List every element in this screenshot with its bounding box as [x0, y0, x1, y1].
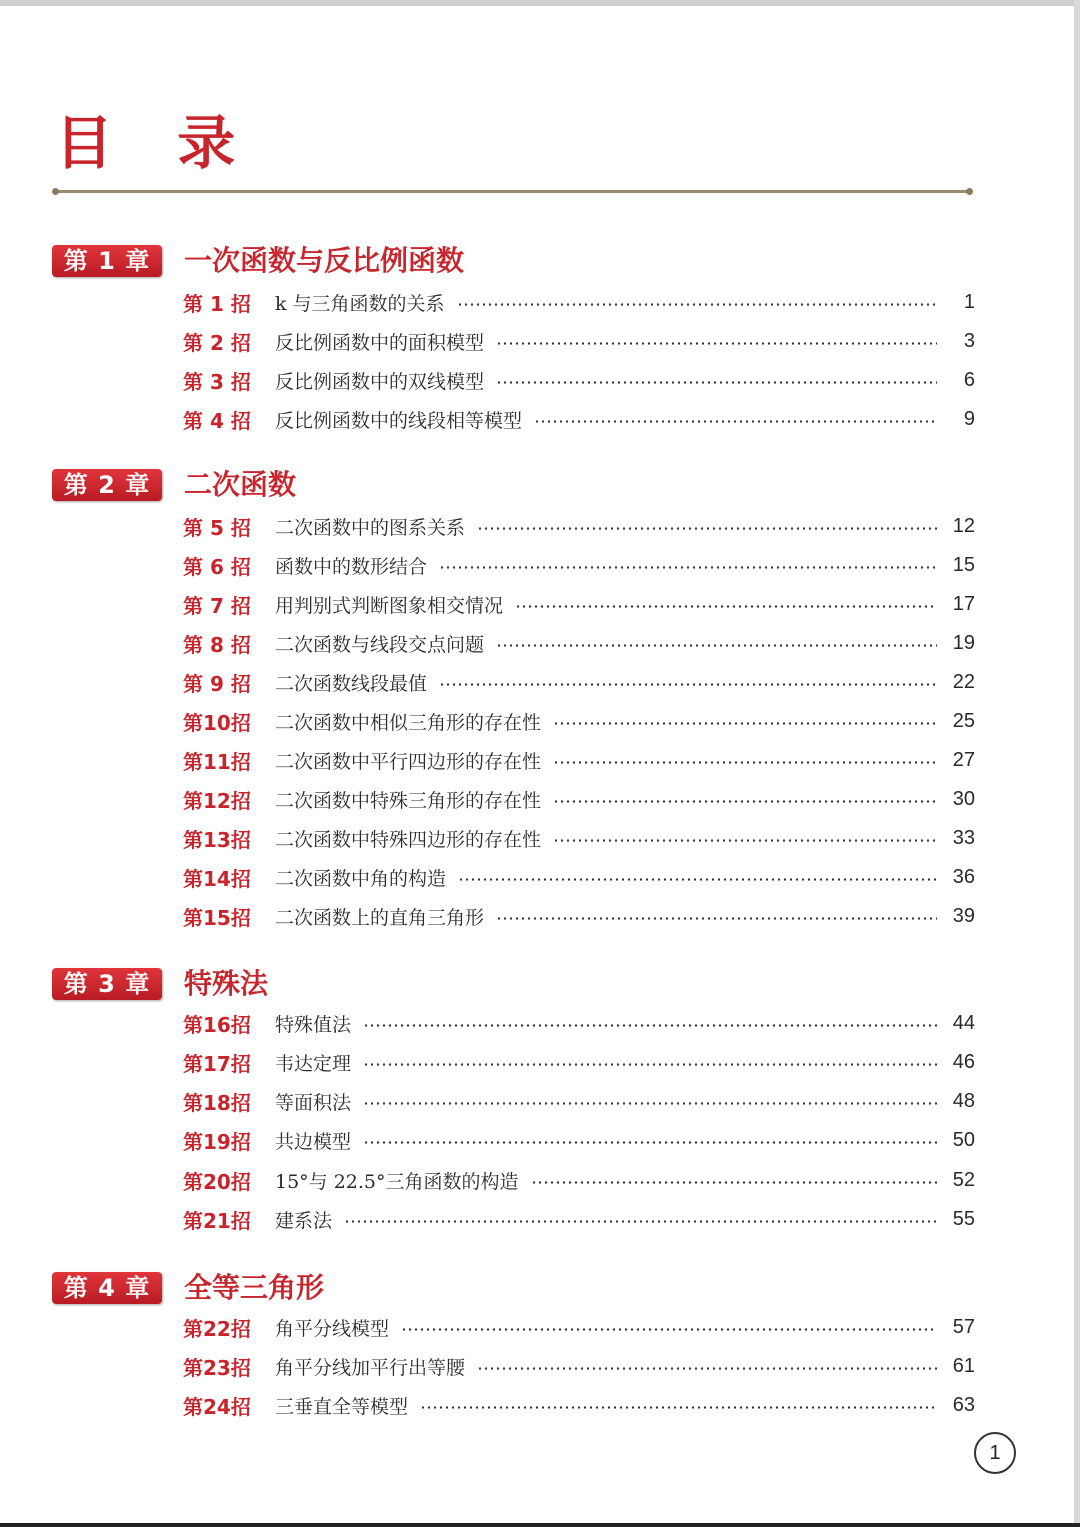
dot-leader: [344, 1220, 937, 1223]
entry-title: 二次函数线段最值: [275, 672, 428, 695]
entry-label: 第20招: [183, 1169, 251, 1194]
dot-leader: [496, 644, 937, 647]
dot-leader: [531, 1181, 937, 1184]
dot-leader: [457, 303, 937, 306]
entry-label: 第 7 招: [183, 593, 251, 618]
entry-label: 第 1 招: [183, 291, 251, 316]
page-frame-right: [1074, 0, 1080, 1527]
entry-label: 第14招: [183, 866, 251, 891]
entry-page: 63: [952, 1393, 975, 1416]
dot-leader: [534, 420, 937, 423]
entry-label: 第15招: [183, 905, 251, 930]
entry-label: 第16招: [183, 1012, 251, 1037]
entry-title: 等面积法: [275, 1091, 352, 1114]
entry-page: 12: [952, 514, 975, 537]
entry-title: 二次函数中特殊四边形的存在性: [275, 828, 542, 851]
entry-label: 第 2 招: [183, 330, 251, 355]
entry-title: 角平分线加平行出等腰: [275, 1356, 466, 1379]
dot-leader: [363, 1063, 937, 1066]
dot-leader: [363, 1024, 937, 1027]
entry-page: 52: [952, 1168, 975, 1191]
entry-page: 22: [952, 670, 975, 693]
chapter-title: 一次函数与反比例函数: [184, 244, 465, 277]
entry-title: 二次函数中特殊三角形的存在性: [275, 789, 542, 812]
entry-page: 25: [952, 709, 975, 732]
entry-page: 55: [952, 1207, 975, 1230]
entry-label: 第 8 招: [183, 632, 251, 657]
entry-title: 二次函数中相似三角形的存在性: [275, 711, 542, 734]
dot-leader: [439, 566, 937, 569]
dot-leader: [363, 1141, 937, 1144]
dot-leader: [496, 381, 937, 384]
entry-label: 第 9 招: [183, 671, 251, 696]
toc-entry[interactable]: [183, 707, 975, 735]
dot-leader: [477, 527, 937, 530]
title-divider: [55, 190, 970, 193]
toc-entry[interactable]: [183, 1391, 975, 1419]
toc-entry[interactable]: [183, 1048, 975, 1076]
entry-title: 用判别式判断图象相交情况: [275, 594, 504, 617]
entry-title: 三垂直全等模型: [275, 1395, 409, 1418]
entry-label: 第21招: [183, 1208, 251, 1233]
entry-label: 第 5 招: [183, 515, 251, 540]
entry-label: 第18招: [183, 1090, 251, 1115]
toc-entry[interactable]: [183, 512, 975, 540]
dot-leader: [496, 917, 937, 920]
page-title: 目 录: [55, 109, 258, 177]
entry-page: 50: [952, 1128, 975, 1151]
entry-label: 第22招: [183, 1316, 251, 1341]
dot-leader: [496, 342, 937, 345]
entry-title: 二次函数上的直角三角形: [275, 906, 485, 929]
entry-page: 36: [952, 865, 975, 888]
entry-page: 44: [952, 1011, 975, 1034]
chapter-badge: 第 1 章: [52, 245, 162, 277]
chapter-badge: 第 4 章: [52, 1272, 162, 1304]
entry-label: 第24招: [183, 1394, 251, 1419]
page-number: 1: [974, 1432, 1016, 1474]
entry-page: 6: [963, 368, 975, 391]
toc-entry[interactable]: [183, 629, 975, 657]
toc-entry[interactable]: [183, 327, 975, 355]
toc-entry[interactable]: [183, 366, 975, 394]
entry-label: 第19招: [183, 1129, 251, 1154]
entry-page: 30: [952, 787, 975, 810]
entry-label: 第 4 招: [183, 408, 251, 433]
toc-entry[interactable]: [183, 590, 975, 618]
entry-title: 二次函数中角的构造: [275, 867, 447, 890]
entry-title: 韦达定理: [275, 1052, 352, 1075]
entry-title: 建系法: [275, 1209, 333, 1232]
entry-page: 19: [952, 631, 975, 654]
toc-entry[interactable]: [183, 1313, 975, 1341]
entry-title: 二次函数中平行四边形的存在性: [275, 750, 542, 773]
entry-title: 反比例函数中的双线模型: [275, 370, 485, 393]
entry-title: 共边模型: [275, 1130, 352, 1153]
chapter-title: 全等三角形: [184, 1271, 325, 1304]
entry-label: 第11招: [183, 749, 251, 774]
dot-leader: [458, 878, 937, 881]
dot-leader: [553, 722, 937, 725]
toc-entry[interactable]: [183, 785, 975, 813]
chapter-heading[interactable]: [52, 467, 972, 507]
toc-entry[interactable]: [183, 405, 975, 433]
page-frame-bottom: [0, 1523, 1080, 1527]
toc-entry[interactable]: [183, 288, 975, 316]
entry-label: 第10招: [183, 710, 251, 735]
toc-entry[interactable]: [183, 746, 975, 774]
entry-title: 反比例函数中的线段相等模型: [275, 409, 523, 432]
entry-label: 第13招: [183, 827, 251, 852]
entry-page: 46: [952, 1050, 975, 1073]
toc-entry[interactable]: [183, 1087, 975, 1115]
chapter-heading[interactable]: [52, 1270, 972, 1310]
entry-title: 二次函数中的图系关系: [275, 516, 466, 539]
chapter-heading[interactable]: [52, 966, 972, 1006]
chapter-heading[interactable]: [52, 243, 972, 283]
entry-title: 二次函数与线段交点问题: [275, 633, 485, 656]
entry-title: 特殊值法: [275, 1013, 352, 1036]
entry-label: 第23招: [183, 1355, 251, 1380]
entry-page: 48: [952, 1089, 975, 1112]
dot-leader: [515, 605, 937, 608]
entry-label: 第12招: [183, 788, 251, 813]
entry-page: 15: [952, 553, 975, 576]
toc-entry[interactable]: [183, 902, 975, 930]
entry-page: 17: [952, 592, 975, 615]
chapter-title: 二次函数: [184, 468, 297, 501]
dot-leader: [553, 761, 937, 764]
entry-page: 27: [952, 748, 975, 771]
dot-leader: [553, 839, 937, 842]
entry-page: 39: [952, 904, 975, 927]
entry-page: 9: [963, 407, 975, 430]
entry-title: k 与三角函数的关系: [275, 292, 445, 315]
entry-label: 第 3 招: [183, 369, 251, 394]
entry-page: 57: [952, 1315, 975, 1338]
entry-page: 1: [963, 290, 975, 313]
toc-entry[interactable]: [183, 1205, 975, 1233]
entry-label: 第17招: [183, 1051, 251, 1076]
chapter-badge: 第 3 章: [52, 968, 162, 1000]
toc-entry[interactable]: [183, 1352, 975, 1380]
toc-entry[interactable]: [183, 668, 975, 696]
toc-entry[interactable]: [183, 1009, 975, 1037]
toc-entry[interactable]: [183, 1126, 975, 1154]
entry-title: 反比例函数中的面积模型: [275, 331, 485, 354]
toc-entry[interactable]: [183, 863, 975, 891]
chapter-badge: 第 2 章: [52, 469, 162, 501]
entry-title: 角平分线模型: [275, 1317, 390, 1340]
entry-page: 33: [952, 826, 975, 849]
chapter-title: 特殊法: [184, 967, 269, 1000]
entry-title: 15°与 22.5°三角函数的构造: [275, 1170, 519, 1193]
dot-leader: [477, 1367, 937, 1370]
entry-label: 第 6 招: [183, 554, 251, 579]
dot-leader: [553, 800, 937, 803]
toc-entry[interactable]: [183, 824, 975, 852]
dot-leader: [363, 1102, 937, 1105]
entry-page: 61: [952, 1354, 975, 1377]
entry-page: 3: [963, 329, 975, 352]
toc-entry[interactable]: [183, 1166, 975, 1194]
toc-entry[interactable]: [183, 551, 975, 579]
dot-leader: [401, 1328, 937, 1331]
dot-leader: [439, 683, 937, 686]
entry-title: 函数中的数形结合: [275, 555, 428, 578]
page-frame-top: [0, 0, 1080, 6]
dot-leader: [420, 1406, 937, 1409]
